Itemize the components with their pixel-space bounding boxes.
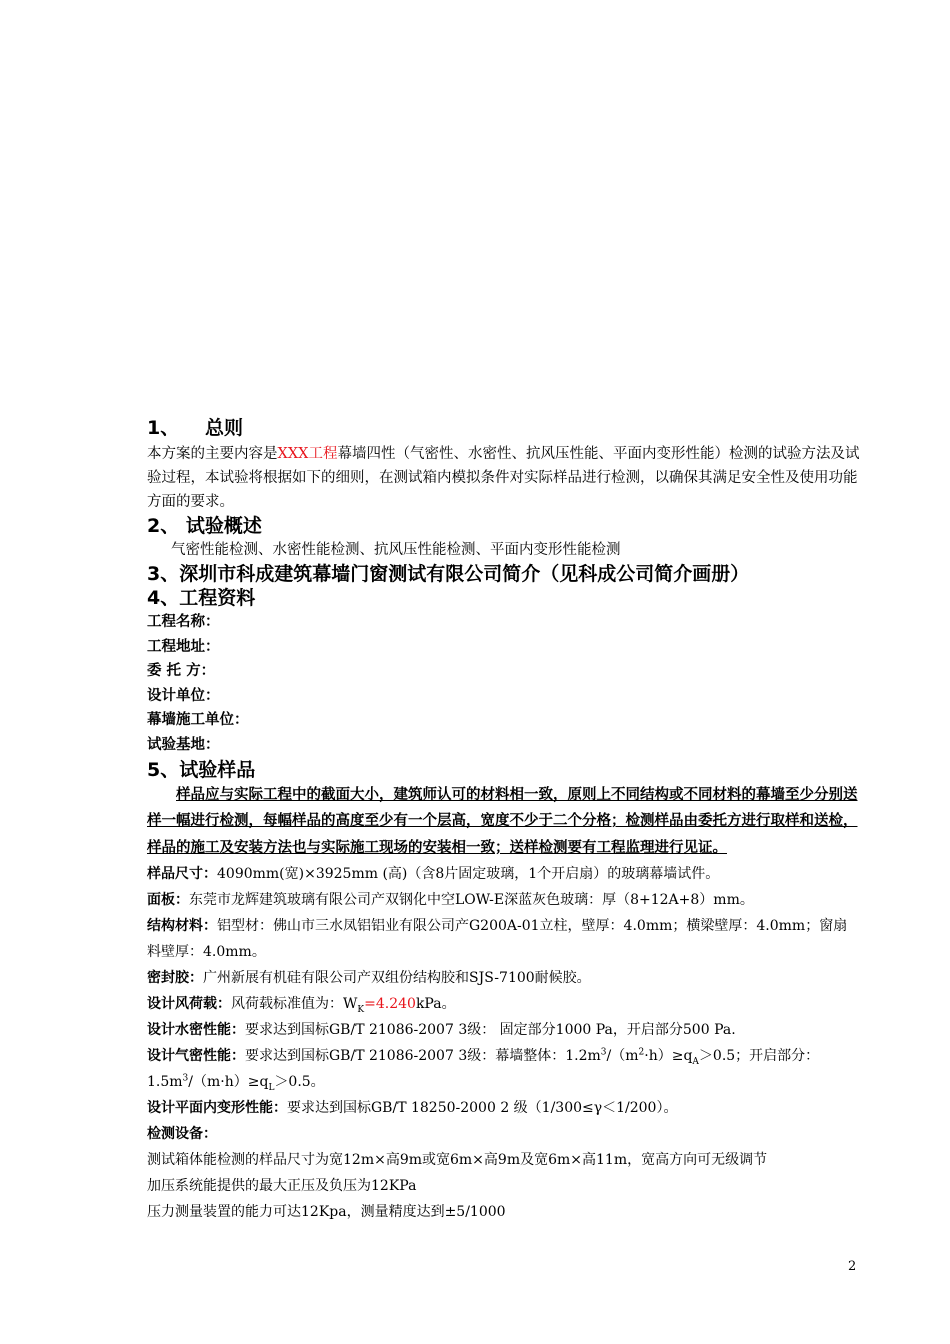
value: = — [364, 996, 376, 1013]
value: 要求达到国标GB/T 21086-2007 3级： 固定部分1000 Pa，开启部分500 Pa. — [245, 1022, 736, 1039]
structure-spec — [147, 913, 861, 965]
project-name-placeholder: XXX工程 — [277, 446, 338, 462]
field-design-unit: 设计单位： — [147, 687, 220, 704]
field-project-name: 工程名称： — [147, 614, 220, 630]
section-2-heading: 2、 试验概述 — [147, 515, 262, 537]
wind-load-value: 4.240 — [375, 996, 416, 1013]
equipment-line-2: 加压系统能提供的最大正压及负压为12KPa — [147, 1178, 417, 1195]
panel-spec — [147, 887, 861, 913]
label: 检测设备： — [147, 1126, 217, 1143]
page-number: 2 — [848, 1259, 857, 1274]
field-construction-unit: 幕墙施工单位： — [147, 712, 249, 729]
label: 样品尺寸： — [147, 866, 217, 883]
field-project-address: 工程地址： — [147, 638, 220, 655]
water-tightness-spec — [147, 1017, 861, 1043]
label: 设计平面内变形性能： — [147, 1100, 287, 1117]
sample-requirement: 样品应与实际工程中的截面大小，建筑师认可的材料相一致，原则上不同结构或不同材料的幕墙至少分别送样一幅进行检测，每幅样品的高度至少有一个层高，宽度不少于二个分格；检测样品由委托方进行取样和送检，样品的施工及安装方法也与实际施工现场的安装相一致；送样检测要有工程监理进行见证。 — [147, 786, 858, 856]
label: 密封胶： — [147, 970, 203, 987]
sealant-spec — [147, 965, 861, 991]
field-client: 委 托 方： — [147, 663, 216, 680]
value: ＞0.5；开启部分：1.5m — [147, 1048, 820, 1091]
text-run: 本方案的主要内容是 — [147, 446, 278, 462]
equipment-heading — [147, 1121, 861, 1147]
value: 4090mm(宽)×3925mm (高)（含8片固定玻璃，1个开启扇）的玻璃幕墙试件。 — [217, 866, 720, 883]
sample-size — [147, 861, 861, 887]
section-3-heading: 3、深圳市科成建筑幕墙门窗测试有限公司简介（见科成公司简介画册） — [147, 563, 750, 585]
unit: kPa。 — [415, 996, 456, 1013]
label: 设计风荷载： — [147, 996, 231, 1013]
field-test-base: 试验基地： — [147, 736, 220, 753]
section-title: 总则 — [205, 417, 244, 439]
value: 风荷载标准值为：W — [231, 996, 358, 1013]
value: 东莞市龙辉建筑玻璃有限公司产双钢化中空LOW-E深蓝灰色玻璃：厚（8+12A+8）mm。 — [189, 892, 754, 909]
section-5-heading: 5、试验样品 — [147, 758, 256, 781]
document-body — [147, 416, 861, 1225]
label: 面板： — [147, 892, 189, 909]
section-1-heading — [147, 416, 861, 440]
value: ·h）≥q — [644, 1048, 693, 1065]
section-4-heading: 4、工程资料 — [147, 587, 256, 609]
label: 结构材料： — [147, 918, 217, 935]
value: 广州新展有机硅有限公司产双组份结构胶和SJS-7100耐候胶。 — [203, 970, 591, 987]
value: 铝型材：佛山市三水凤铝铝业有限公司产G200A-01立柱，壁厚：4.0mm；横梁壁厚：4.0mm；窗扇料壁厚：4.0mm。 — [147, 918, 848, 961]
subscript: L — [268, 1082, 275, 1093]
subscript: A — [692, 1056, 699, 1067]
superscript: 3 — [600, 1047, 607, 1058]
in-plane-deformation-spec — [147, 1095, 861, 1121]
text-run: 幕墙四性（气密性、水密性、抗风压性能、平面内变形性能）检测的试验方法及试验过程，本试验将根据如下的细则，在测试箱内模拟条件对实际样品进行检测，以确保其满足安全性及使用功能方面的要求。 — [147, 446, 860, 510]
section-number: 1、 — [147, 417, 180, 439]
superscript: 2 — [638, 1047, 645, 1058]
superscript: 3 — [182, 1073, 189, 1084]
value: 要求达到国标GB/T 18250-2000 2 级（1/300≤γ＜1/200）。 — [287, 1100, 678, 1117]
section-2-text: 气密性能检测、水密性能检测、抗风压性能检测、平面内变形性能检测 — [171, 542, 621, 558]
wind-load-spec — [147, 991, 861, 1017]
subscript: K — [357, 1004, 365, 1015]
section-1-paragraph — [147, 442, 861, 514]
air-tightness-spec — [147, 1043, 861, 1095]
value: ＞0.5。 — [274, 1074, 325, 1091]
value: 要求达到国标GB/T 21086-2007 3级：幕墙整体：1.2m — [245, 1048, 601, 1065]
value: /（m — [606, 1048, 639, 1065]
equipment-line-1: 测试箱体能检测的样品尺寸为宽12m×高9m或宽6m×高9m及宽6m×高11m，宽高方向可无级调节 — [147, 1152, 768, 1169]
label: 设计水密性能： — [147, 1022, 245, 1039]
value: /（m·h）≥q — [188, 1074, 269, 1091]
label: 设计气密性能： — [147, 1048, 245, 1065]
equipment-line-3: 压力测量装置的能力可达12Kpa，测量精度达到±5/1000 — [147, 1204, 506, 1221]
